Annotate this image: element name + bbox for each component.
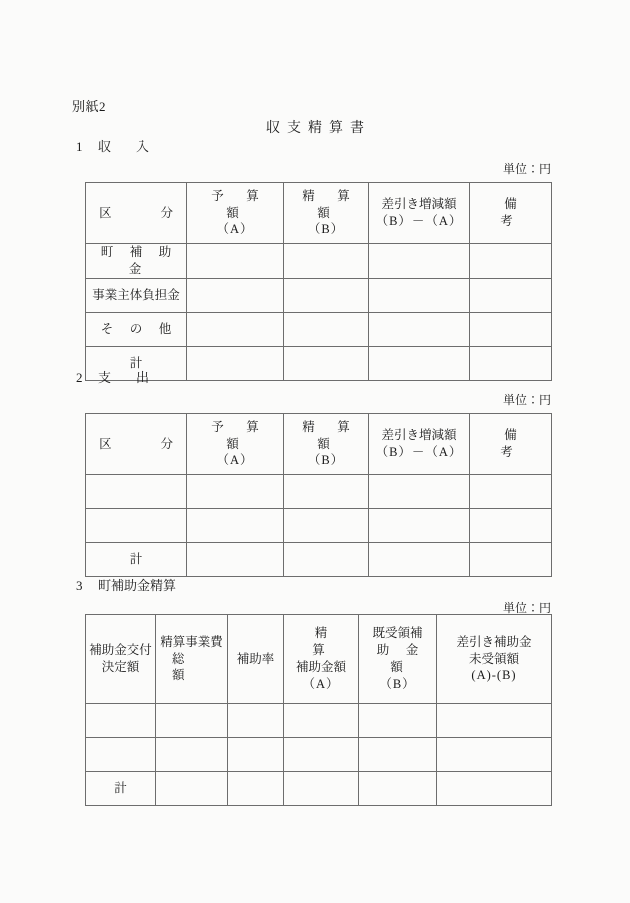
cell-remarks[interactable] — [470, 278, 552, 312]
col-header-budget: 予 算 額 （A） — [187, 414, 284, 475]
table-row — [86, 704, 552, 738]
unit-label-income: 単位：円 — [502, 162, 551, 176]
cell-settlement[interactable] — [284, 278, 369, 312]
col-header-remarks: 備 考 — [470, 414, 552, 475]
row-label-total: 計 — [86, 543, 187, 577]
row-label-other: そ の 他 — [86, 312, 187, 346]
col-header-settled-subsidy-amount: 精 算 補助金額 （A） — [284, 615, 359, 704]
table-row — [86, 346, 552, 380]
document-title: 収支精算書 — [266, 121, 371, 136]
row-label-blank[interactable] — [86, 475, 187, 509]
cell-project-cost[interactable] — [156, 738, 228, 772]
col-header-unreceived-subsidy: 差引き補助金 未受領額 (A)-(B) — [437, 615, 552, 704]
section-number: 2 — [76, 370, 83, 385]
col-header-remarks: 備 考 — [470, 183, 552, 244]
cell-subsidy-rate[interactable] — [228, 738, 284, 772]
cell-already-received[interactable] — [359, 704, 437, 738]
col-header-category: 区 分 — [86, 414, 187, 475]
cell-remarks[interactable] — [470, 346, 552, 380]
section-number: 3 — [76, 578, 83, 593]
cell-difference[interactable] — [369, 543, 470, 577]
table-row — [86, 278, 552, 312]
cell-difference[interactable] — [369, 509, 470, 543]
cell-difference[interactable] — [369, 244, 470, 279]
cell-settled-subsidy[interactable] — [284, 772, 359, 806]
col-header-settlement: 精 算 額 （B） — [284, 183, 369, 244]
col-header-difference: 差引き増減額 （B）－（A） — [369, 183, 470, 244]
col-header-budget: 予 算 額 （A） — [187, 183, 284, 244]
table-row — [86, 475, 552, 509]
cell-subsidy-rate[interactable] — [228, 772, 284, 806]
row-label-total: 計 — [86, 772, 156, 806]
col-header-category: 区 分 — [86, 183, 187, 244]
table-row — [86, 738, 552, 772]
cell-remarks[interactable] — [470, 543, 552, 577]
table-row — [86, 509, 552, 543]
cell-settlement[interactable] — [284, 312, 369, 346]
cell-unreceived[interactable] — [437, 704, 552, 738]
cell-settlement[interactable] — [284, 475, 369, 509]
cell-settlement[interactable] — [284, 509, 369, 543]
cell-remarks[interactable] — [470, 312, 552, 346]
table-row — [86, 244, 552, 279]
cell-budget[interactable] — [187, 278, 284, 312]
table-header-row — [86, 183, 552, 244]
cell-remarks[interactable] — [470, 244, 552, 279]
row-label-operator-contribution: 事業主体負担金 — [86, 278, 187, 312]
col-header-settled-project-cost-total: 精算事業費 総 額 — [156, 615, 228, 704]
section-title: 町補助金精算 — [98, 578, 177, 593]
cell-unreceived[interactable] — [437, 738, 552, 772]
section-title: 収 入 — [98, 139, 156, 154]
cell-remarks[interactable] — [470, 509, 552, 543]
cell-difference[interactable] — [369, 278, 470, 312]
row-label-blank[interactable] — [86, 704, 156, 738]
cell-difference[interactable] — [369, 475, 470, 509]
cell-settlement[interactable] — [284, 543, 369, 577]
table-header-row — [86, 414, 552, 475]
section-heading-subsidy-settlement — [76, 575, 176, 594]
row-label-total: 計 — [86, 346, 187, 380]
cell-difference[interactable] — [369, 312, 470, 346]
subsidy-settlement-table — [85, 614, 552, 806]
cell-subsidy-rate[interactable] — [228, 704, 284, 738]
table-row — [86, 772, 552, 806]
section-heading-expenditure — [76, 367, 155, 386]
cell-settlement[interactable] — [284, 346, 369, 380]
cell-budget[interactable] — [187, 475, 284, 509]
section-number: 1 — [76, 139, 83, 154]
cell-already-received[interactable] — [359, 738, 437, 772]
row-label-blank[interactable] — [86, 738, 156, 772]
cell-settled-subsidy[interactable] — [284, 738, 359, 772]
section-title: 支 出 — [98, 370, 156, 385]
cell-unreceived[interactable] — [437, 772, 552, 806]
cell-remarks[interactable] — [470, 475, 552, 509]
unit-label-subsidy-settlement: 単位：円 — [502, 601, 551, 615]
cell-settlement[interactable] — [284, 244, 369, 279]
cell-settled-subsidy[interactable] — [284, 704, 359, 738]
cell-budget[interactable] — [187, 346, 284, 380]
cell-difference[interactable] — [369, 346, 470, 380]
row-label-blank[interactable] — [86, 509, 187, 543]
cell-already-received[interactable] — [359, 772, 437, 806]
cell-budget[interactable] — [187, 509, 284, 543]
income-table — [85, 182, 566, 381]
expenditure-table — [85, 413, 566, 577]
table-row — [86, 543, 552, 577]
cell-project-cost[interactable] — [156, 704, 228, 738]
col-header-already-received-subsidy: 既受領補 助 金 額 （B） — [359, 615, 437, 704]
cell-budget[interactable] — [187, 312, 284, 346]
document-reference: 別紙2 — [72, 99, 107, 114]
cell-budget[interactable] — [187, 543, 284, 577]
row-label-town-subsidy: 町 補 助 金 — [86, 244, 187, 279]
table-row — [86, 312, 552, 346]
col-header-subsidy-rate: 補助率 — [228, 615, 284, 704]
col-header-subsidy-decision-amount: 補助金交付 決定額 — [86, 615, 156, 704]
col-header-settlement: 精 算 額 （B） — [284, 414, 369, 475]
unit-label-expenditure: 単位：円 — [502, 393, 551, 407]
col-header-difference: 差引き増減額 （B）－（A） — [369, 414, 470, 475]
section-heading-income — [76, 136, 155, 155]
cell-project-cost[interactable] — [156, 772, 228, 806]
table-header-row — [86, 615, 552, 704]
cell-budget[interactable] — [187, 244, 284, 279]
